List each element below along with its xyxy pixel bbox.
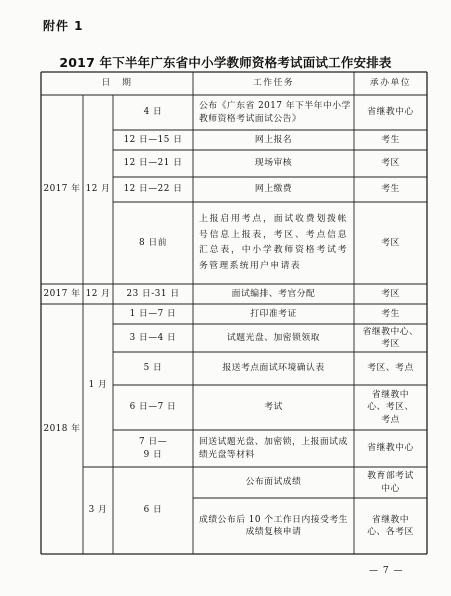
month-12-b: 12 月 (85, 288, 111, 299)
table-row-task: 网上报名 (254, 134, 293, 145)
table-row-day: 4 日 (143, 107, 163, 118)
table-row-task: 公布面试成绩 (245, 477, 302, 488)
table-row-task: 打印准考证 (250, 308, 297, 319)
table-row-unit: 省继教中心、考区、考点 (367, 389, 414, 425)
month-1: 1 月 (88, 380, 108, 391)
table-row-unit: 考区 (381, 158, 400, 169)
table-row-unit: 省继教中心、考区 (362, 326, 419, 349)
table-row-day: 6 日 (143, 505, 163, 516)
table-row-day: 7 日—9 日 (139, 437, 167, 460)
table-row-unit: 考区 (381, 288, 400, 299)
year-2018: 2018 年 (43, 423, 81, 434)
table-row-day: 1 日—7 日 (129, 308, 177, 319)
table-row-unit: 考区 (381, 237, 400, 248)
header-unit: 承办单位 (369, 78, 412, 89)
table-row-task: 上报启用考点，面试收费划拨帐号信息上报表，考区、考点信息汇总表，中小学教师资格考试考务管理系统用户申请表 (199, 214, 348, 271)
table-row-unit: 省继教中心 (367, 443, 414, 454)
month-3: 3 月 (88, 505, 108, 516)
attachment-label: 附件 1 (43, 19, 84, 33)
table-row-unit: 省继教中心 (367, 107, 414, 118)
header-date: 日 期 (101, 78, 133, 89)
table-row-unit: 考生 (381, 308, 400, 319)
table-row-day: 12 日—22 日 (123, 184, 183, 195)
table-row-task: 面试编排、考官分配 (231, 288, 316, 299)
header-task: 工作任务 (252, 78, 295, 89)
table-row-task: 考试 (264, 402, 283, 413)
table-row-unit: 考生 (381, 184, 400, 195)
table-row-day: 3 日—4 日 (129, 332, 177, 343)
table-row-unit: 考生 (381, 134, 400, 145)
table-row-unit: 考区、考点 (367, 363, 414, 374)
table-row-task: 试题光盘、加密锁领取 (227, 332, 320, 343)
table-row-task: 网上缴费 (254, 184, 293, 195)
table-row-day: 12 日—15 日 (123, 134, 183, 145)
table-row-unit: 省继教中心、各考区 (367, 514, 414, 537)
table-row-task: 现场审核 (254, 158, 293, 169)
table-row-day: 6 日—7 日 (129, 402, 177, 413)
year-2017-b: 2017 年 (43, 288, 81, 299)
table-row-day: 23 日-31 日 (126, 288, 180, 299)
table-row-task: 回送试题光盘、加密锁，上报面试成绩光盘等材料 (199, 437, 348, 460)
month-12: 12 月 (85, 184, 111, 195)
table-row-task: 公布《广东省 2017 年下半年中小学教师资格考试面试公告》 (199, 101, 351, 124)
table-row-day: 5 日 (143, 363, 163, 374)
page-title: 2017 年下半年广东省中小学教师资格考试面试工作安排表 (59, 55, 392, 70)
page-number: — 7 — (369, 566, 404, 576)
year-2017: 2017 年 (43, 184, 81, 195)
table-row-day: 12 日—21 日 (123, 158, 183, 169)
table-row-task: 成绩公布后 10 个工作日内接受考生成绩复核申请 (199, 514, 348, 537)
table-row-day: 8 日前 (139, 237, 167, 248)
table-row-unit: 教育部考试中心 (367, 471, 414, 494)
table-row-task: 报送考点面试环境确认表 (222, 363, 325, 374)
